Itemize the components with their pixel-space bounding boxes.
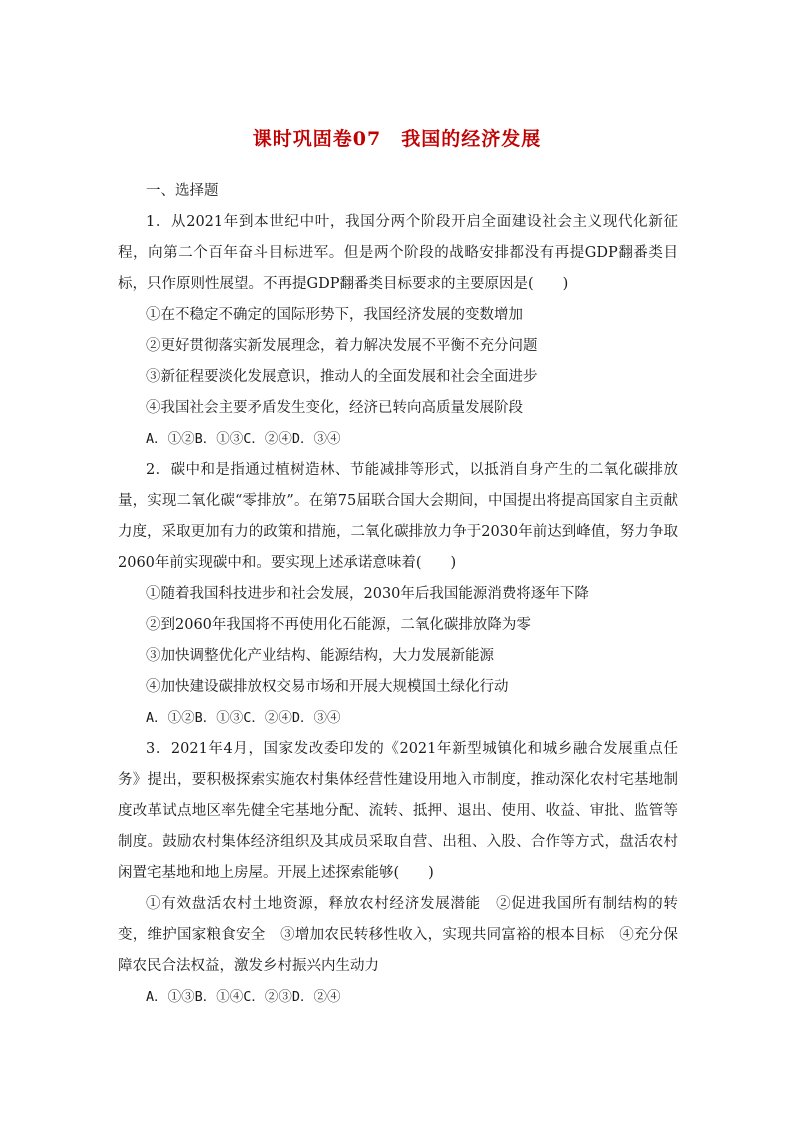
section-heading: 一、选择题 [146,183,219,199]
question-option: ③新征程要淡化发展意识，推动人的全面发展和社会全面进步 [146,369,538,385]
question-option: ②更好贯彻落实新发展理念，着力解决发展不平衡不充分问题 [146,338,538,354]
question-3 [118,734,678,1013]
question-stem: 3．2021年4月，国家发改委印发的《2021年新型城镇化和城乡融合发展重点任务》提出，要积极探索实施农村集体经营性建设用地入市制度，推动深化农村宅基地制度改革试点地区率先健全宅基地分配、流转、抵押、退出、使用、收益、审批、监管等制度。鼓励农村集体经济组织及其成员采取自营、出租、入股、合作等方式，盘活农村闲置宅基地和地上房屋。开展上述探索能够( ) [118,741,678,881]
question-option: ①随着我国科技进步和社会发展，2030年后我国能源消费将逐年下降 [146,586,589,602]
question-options-inline: ①有效盘活农村土地资源，释放农村经济发展潜能 ②促进我国所有制结构的转变，维护国家粮食安全 ③增加农民转移性收入，实现共同富裕的根本目标 ④充分保障农民合法权益，激发乡村振兴内生动力 [118,896,678,974]
question-option: ②到2060年我国将不再使用化石能源，二氧化碳排放降为零 [146,617,531,633]
document-title: 课时巩固卷07 我国的经济发展 [252,128,542,150]
answer-choices: A．①②B．①③C．②④D．③④ [146,431,341,447]
answer-choices: A．①③B．①④C．②③D．②④ [146,989,341,1005]
answer-choices: A．①②B．①③C．②④D．③④ [146,710,341,726]
question-option: ④加快建设碳排放权交易市场和开展大规模国土绿化行动 [146,679,509,695]
question-option: ①在不稳定不确定的国际形势下，我国经济发展的变数增加 [146,307,523,323]
question-stem: 1．从2021年到本世纪中叶，我国分两个阶段开启全面建设社会主义现代化新征程，向第二个百年奋斗目标进军。但是两个阶段的战略安排都没有再提GDP翻番类目标，只作原则性展望。不再提GDP翻番类目标要求的主要原因是( ) [118,214,678,292]
question-2 [118,455,678,734]
question-option: ④我国社会主要矛盾发生变化，经济已转向高质量发展阶段 [146,400,523,416]
document-body [118,176,678,1013]
question-option: ③加快调整优化产业结构、能源结构，大力发展新能源 [146,648,494,664]
question-stem: 2．碳中和是指通过植树造林、节能减排等形式，以抵消自身产生的二氧化碳排放量，实现二氧化碳“零排放”。在第75届联合国大会期间，中国提出将提高国家自主贡献力度，采取更加有力的政策和措施，二氧化碳排放力争于2030年前达到峰值，努力争取2060年前实现碳中和。要实现上述承诺意味着( ) [118,462,678,571]
question-1 [118,207,678,455]
